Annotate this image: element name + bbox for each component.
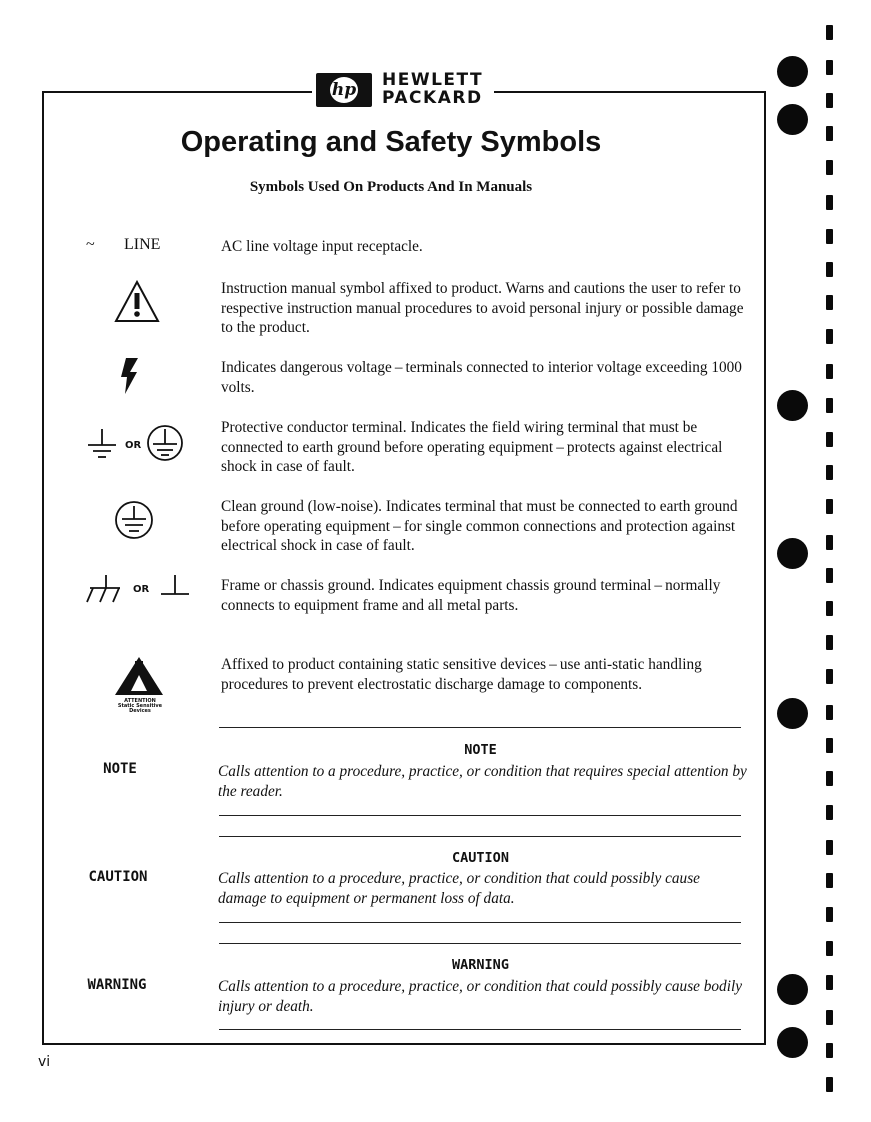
edge-mark: [826, 329, 833, 344]
edge-mark: [826, 975, 833, 990]
binder-hole: [777, 104, 808, 135]
edge-mark: [826, 195, 833, 210]
chassis-ground-icon: [84, 572, 124, 606]
caution-rule-top: [219, 836, 741, 837]
warning-text: Calls attention to a procedure, practice, or condition that could possibly cause bodily injury or death.: [218, 978, 742, 1015]
edge-mark: [826, 907, 833, 922]
edge-mark: [826, 535, 833, 550]
line-description: AC line voltage input receptacle.: [221, 238, 423, 255]
edge-mark: [826, 771, 833, 786]
warning-label: WARNING: [87, 977, 147, 993]
edge-mark: [826, 568, 833, 583]
clean-ground-icon: [113, 499, 155, 541]
edge-mark: [826, 805, 833, 820]
edge-mark: [826, 432, 833, 447]
line-label: LINE: [124, 236, 161, 253]
binder-hole: [777, 974, 808, 1005]
caution-label: CAUTION: [88, 869, 148, 885]
edge-mark: [826, 669, 833, 684]
edge-mark: [826, 126, 833, 141]
edge-mark: [826, 398, 833, 413]
warning-rule-bottom: [219, 1029, 741, 1030]
caution-text: Calls attention to a procedure, practice, or condition that could possibly cause damage to equipment or permanent loss of data.: [218, 870, 700, 907]
binder-hole: [777, 56, 808, 87]
warning-heading: WARNING: [452, 957, 509, 973]
protective-description: Protective conductor terminal. Indicates the field wiring terminal that must be connected to earth ground before operating equipment – protects against electrical shock in case of fault.: [221, 419, 723, 475]
frame-bottom: [42, 1043, 766, 1045]
brand-packard: PACKARD: [382, 88, 483, 108]
esd-attention-icon: [113, 655, 165, 697]
edge-mark: [826, 840, 833, 855]
frame-top-right: [494, 91, 766, 93]
edge-mark: [826, 1077, 833, 1092]
frame-ground-icon: [158, 572, 192, 600]
edge-mark: [826, 465, 833, 480]
binder-hole: [777, 698, 808, 729]
hp-logo-text: hp: [330, 77, 358, 103]
binder-hole: [777, 538, 808, 569]
page-title: Operating and Safety Symbols: [180, 126, 602, 158]
edge-mark: [826, 705, 833, 720]
earth-ground-icon: [84, 425, 120, 461]
edge-mark: [826, 160, 833, 175]
esd-caption-1: ATTENTION: [124, 698, 156, 704]
protective-ground-icon: [145, 423, 185, 463]
edge-mark: [826, 635, 833, 650]
edge-mark: [826, 1043, 833, 1058]
caution-rule-bottom: [219, 922, 741, 923]
voltage-description: Indicates dangerous voltage – terminals connected to interior voltage exceeding 1000 volts.: [221, 359, 742, 396]
lightning-bolt-icon: [118, 357, 142, 395]
frame-left: [42, 91, 44, 1045]
esd-description: Affixed to product containing static sensitive devices – use anti-static handling procedures to prevent electrostatic discharge damage to components.: [221, 656, 702, 693]
warning-rule-top: [219, 943, 741, 944]
edge-mark: [826, 873, 833, 888]
note-rule-bottom: [219, 815, 741, 816]
edge-mark: [826, 93, 833, 108]
hp-logo: [316, 73, 372, 107]
chassis-or-label: OR: [133, 584, 150, 595]
caution-heading: CAUTION: [452, 850, 509, 866]
edge-mark: [826, 738, 833, 753]
protective-or-label: OR: [125, 440, 142, 451]
edge-mark: [826, 499, 833, 514]
edge-mark: [826, 25, 833, 40]
edge-mark: [826, 229, 833, 244]
note-label: NOTE: [103, 761, 137, 777]
note-text: Calls attention to a procedure, practice, or condition that requires special attention by the reader.: [218, 763, 747, 800]
edge-mark: [826, 295, 833, 310]
binder-hole: [777, 390, 808, 421]
frame-right: [764, 91, 766, 1045]
manual-description: Instruction manual symbol affixed to product. Warns and cautions the user to refer to respective instruction manual procedures to avoid personal injury or possible damage to the product.: [221, 280, 744, 336]
page-number: vi: [38, 1054, 51, 1070]
edge-mark: [826, 1010, 833, 1025]
page-subtitle: Symbols Used On Products And In Manuals: [249, 179, 533, 195]
edge-mark: [826, 941, 833, 956]
note-heading: NOTE: [464, 742, 497, 758]
binder-hole: [777, 1027, 808, 1058]
ac-line-icon: ~: [86, 236, 95, 253]
brand-hewlett: HEWLETT: [382, 70, 484, 90]
warning-triangle-icon: [113, 279, 161, 325]
frame-top-left: [42, 91, 312, 93]
esd-caption-3: Devices: [129, 708, 151, 714]
edge-mark: [826, 262, 833, 277]
esd-caption-2: Static Sensitive: [117, 703, 163, 709]
chassis-description: Frame or chassis ground. Indicates equipment chassis ground terminal – normally connects to equipment frame and all metal parts.: [221, 577, 721, 614]
clean-description: Clean ground (low-noise). Indicates terminal that must be connected to earth ground before operating equipment – for single common connections and protection against electrical shock in case of fault.: [221, 498, 738, 554]
edge-mark: [826, 60, 833, 75]
edge-mark: [826, 601, 833, 616]
edge-mark: [826, 364, 833, 379]
note-rule-top: [219, 727, 741, 728]
